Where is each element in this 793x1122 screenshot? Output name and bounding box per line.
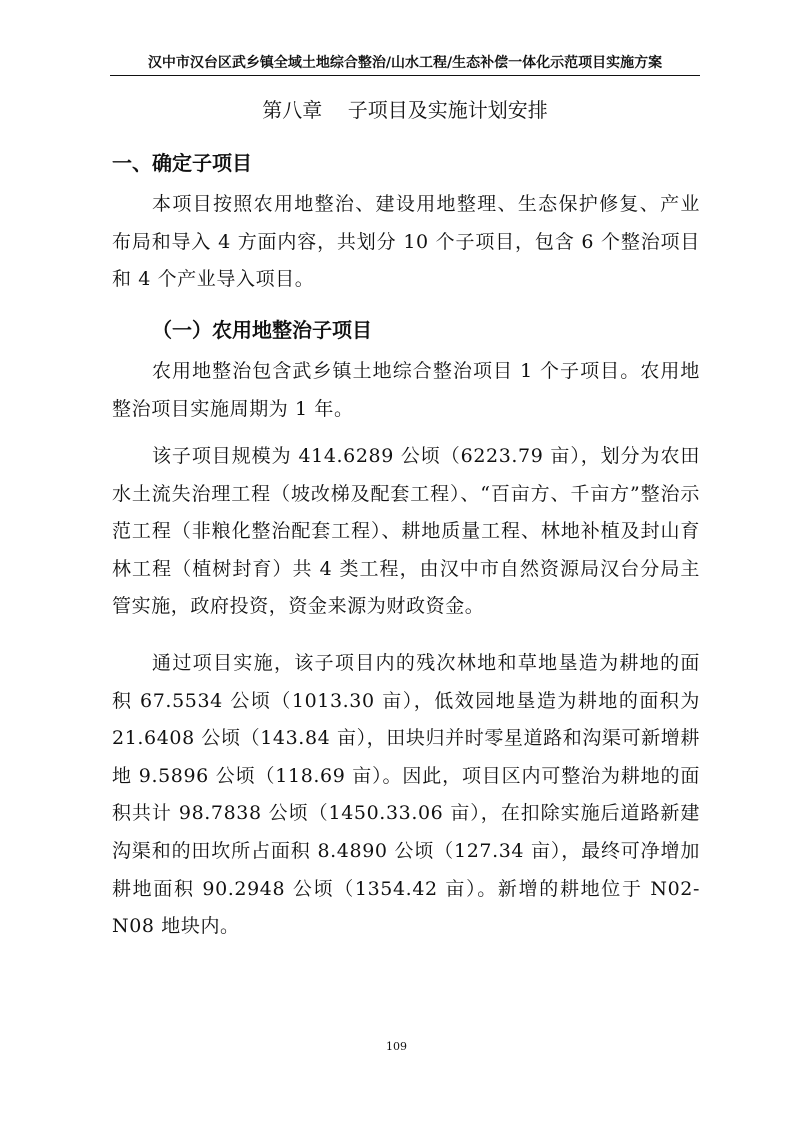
running-header: 汉中市汉台区武乡镇全域土地综合整治/山水工程/生态补偿一体化示范项目实施方案 <box>147 55 663 71</box>
section-intro-paragraph: 本项目按照农用地整治、建设用地整理、生态保护修复、产业布局和导入 4 方面内容，共划分 10 个子项目，包含 6 个整治项目和 4 个产业导入项目。 <box>112 193 700 291</box>
chapter-title: 第八章 子项目及实施计划安排 <box>262 98 548 122</box>
subsection-heading: （一）农用地整治子项目 <box>152 318 372 342</box>
section-heading: 一、确定子项目 <box>112 151 252 175</box>
header-rule <box>110 75 700 76</box>
body-paragraph: 通过项目实施，该子项目内的残次林地和草地垦造为耕地的面积 67.5534 公顷（1013.30 亩），低效园地垦造为耕地的面积为 21.6408 公顷（143.84 亩），田块归并时零星道路和沟渠可新增耕地 9.5896 公顷（118.69 亩）。因此，项目区内可整治为耕地的面积共计 98.7838 公顷（1450.33.06 亩），在扣除实施后道路新建沟渠和的田坎所占面积 8.4890 公顷（127.34 亩），最终可净增加耕地面积 90.2948 公顷（1354.42 亩）。新增的耕地位于 N02-N08 地块内。 <box>112 652 700 938</box>
body-paragraph: 农用地整治包含武乡镇土地综合整治项目 1 个子项目。农用地整治项目实施周期为 1 年。 <box>112 360 700 420</box>
page-number: 109 <box>386 1040 407 1053</box>
body-paragraph: 该子项目规模为 414.6289 公顷（6223.79 亩），划分为农田水土流失治理工程（坡改梯及配套工程）、“百亩方、千亩方”整治示范工程（非粮化整治配套工程）、耕地质量工程、林地补植及封山育林工程（植树封育）共 4 类工程，由汉中市自然资源局汉台分局主管实施，政府投资，资金来源为财政资金。 <box>112 445 700 618</box>
